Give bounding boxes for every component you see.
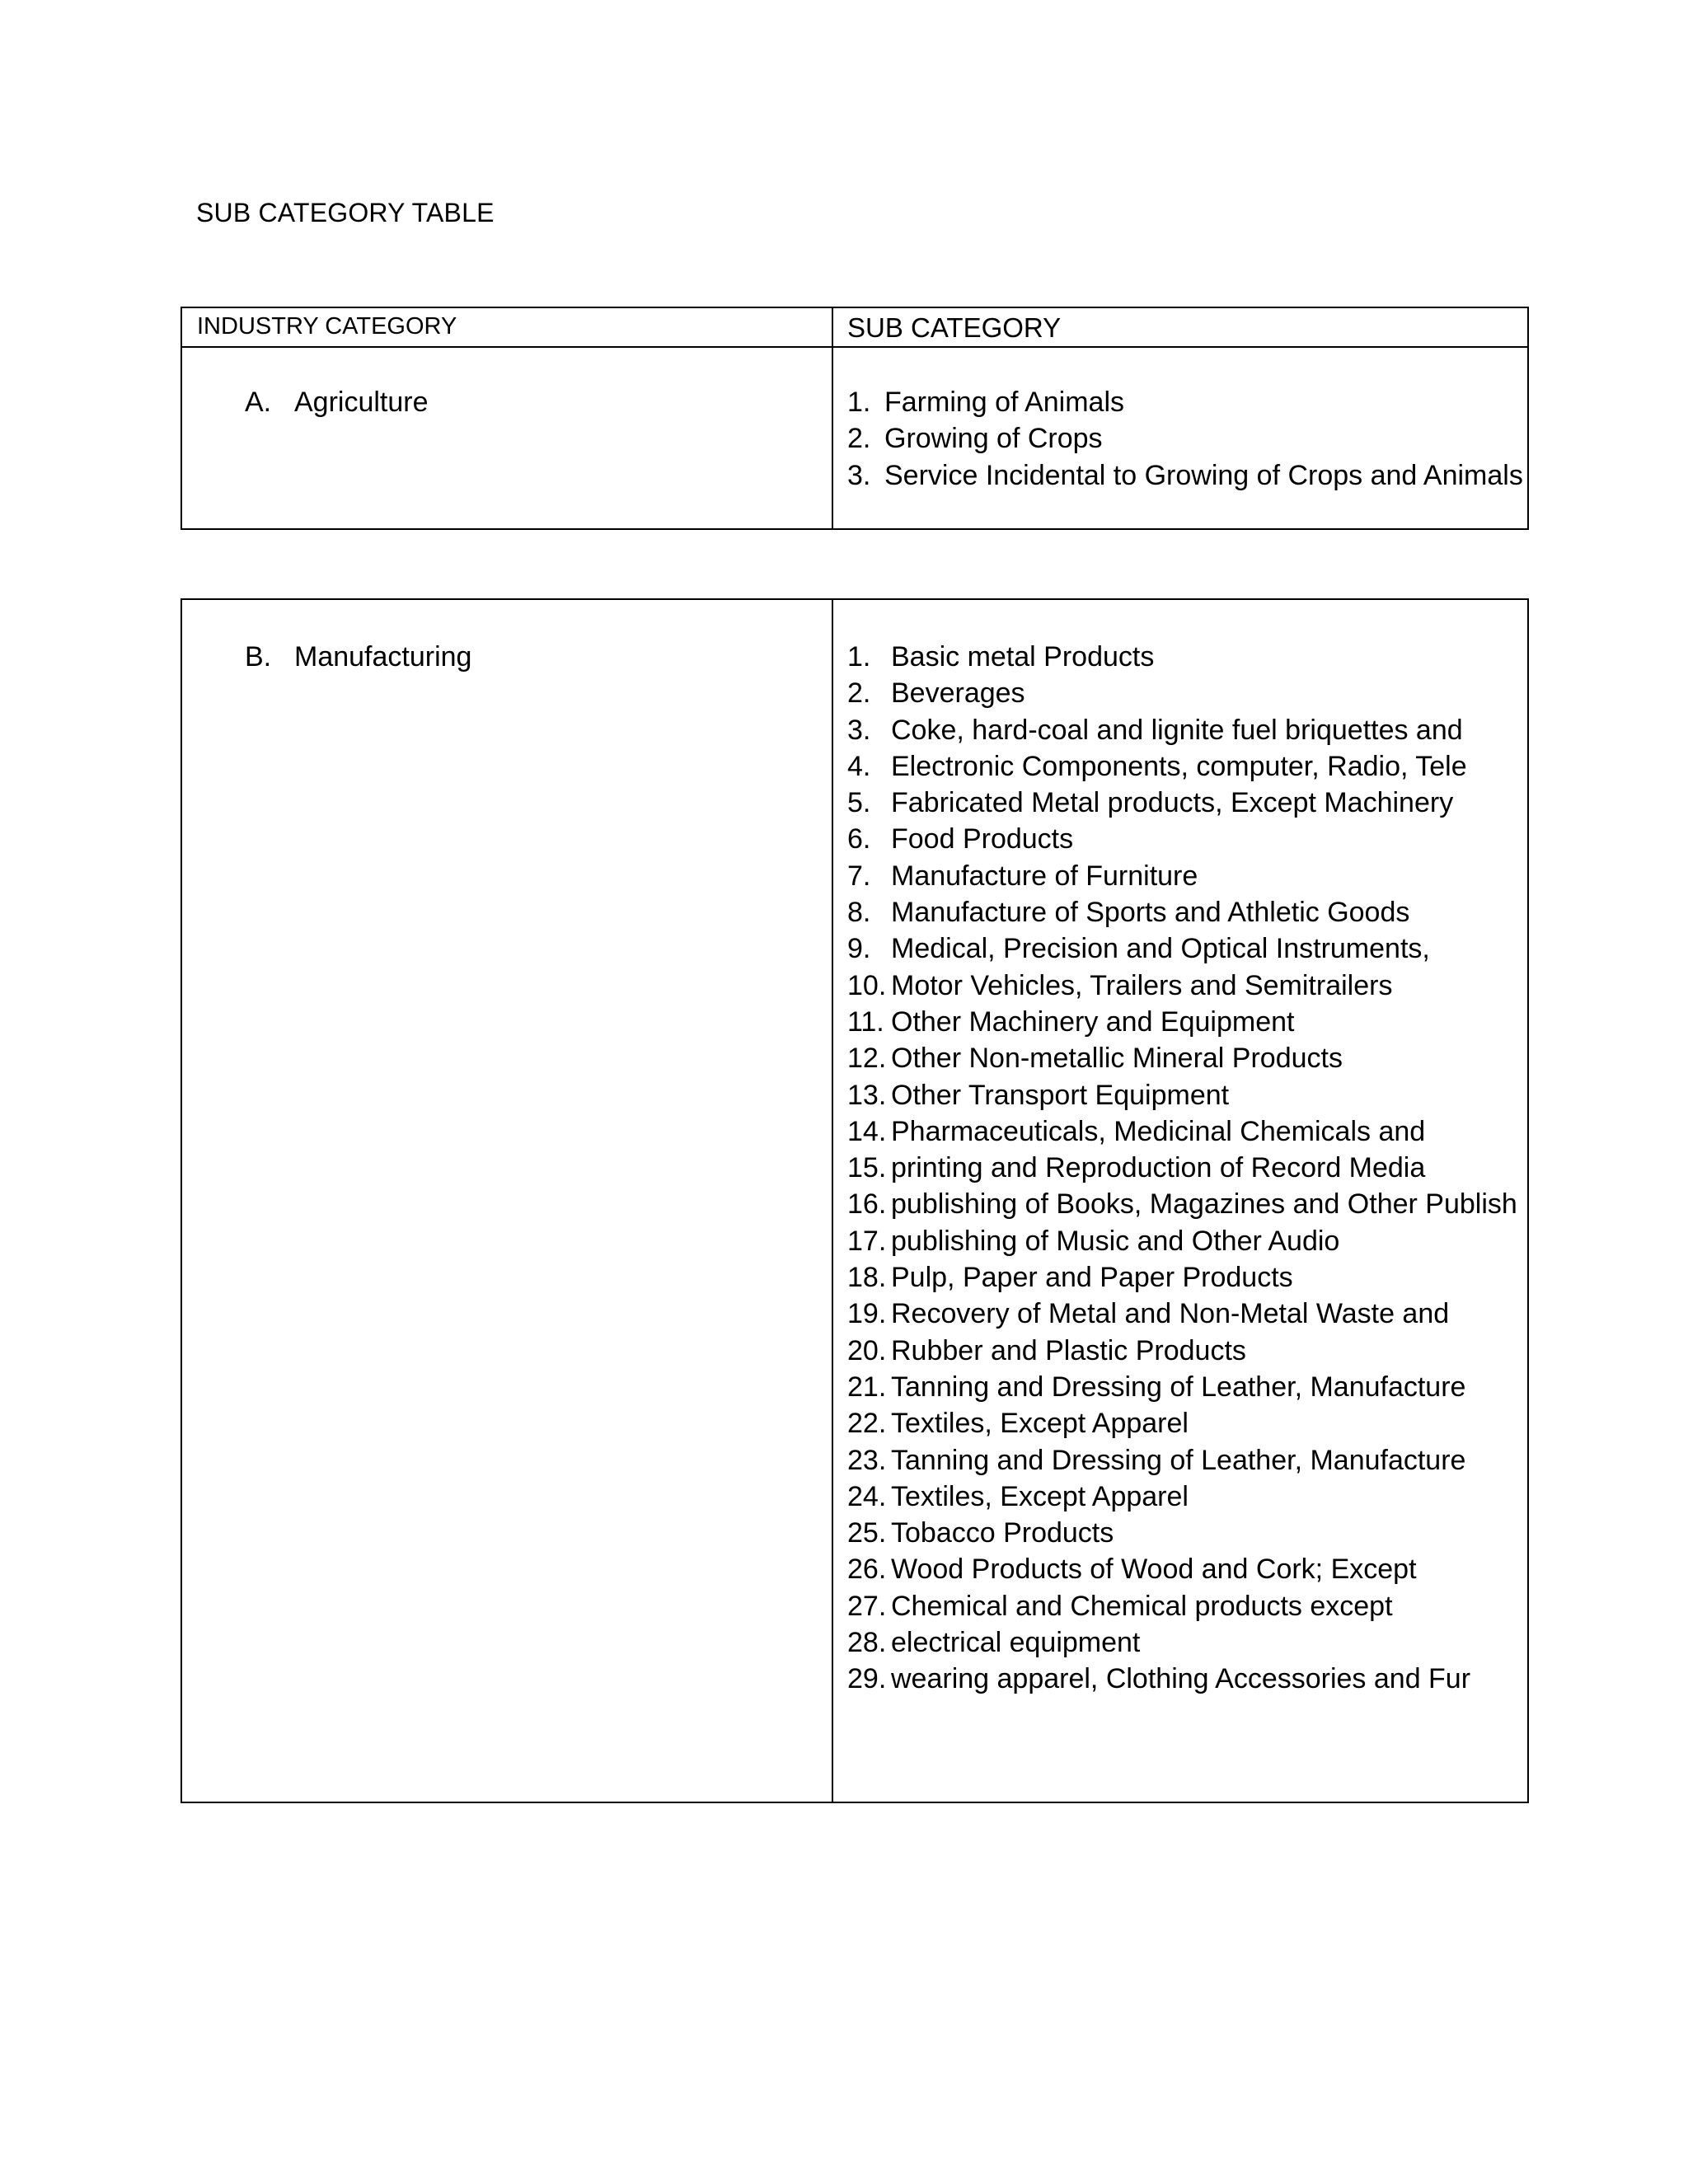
item-text: Fabricated Metal products, Except Machinery bbox=[891, 787, 1454, 819]
category-letter: B. bbox=[245, 641, 272, 673]
item-number: 24. bbox=[847, 1480, 887, 1512]
list-item bbox=[847, 1150, 1517, 1186]
item-number: 6. bbox=[847, 823, 871, 855]
list-item bbox=[847, 894, 1517, 930]
industry-category-header: INDUSTRY CATEGORY bbox=[197, 313, 457, 340]
item-number: 13. bbox=[847, 1079, 887, 1111]
list-item bbox=[847, 858, 1517, 894]
item-text: Pharmaceuticals, Medicinal Chemicals and bbox=[891, 1115, 1426, 1147]
page-title: SUB CATEGORY TABLE bbox=[196, 198, 495, 227]
list-item bbox=[847, 1296, 1517, 1332]
item-text: Wood Products of Wood and Cork; Except bbox=[891, 1554, 1417, 1586]
list-item bbox=[847, 1479, 1517, 1515]
list-item bbox=[847, 1442, 1517, 1479]
item-number: 1. bbox=[847, 641, 871, 673]
agriculture-sub-list bbox=[847, 384, 1523, 494]
category-name: Manufacturing bbox=[294, 641, 472, 673]
item-text: Service Incidental to Growing of Crops and Animals bbox=[884, 459, 1523, 491]
list-item bbox=[847, 384, 1523, 420]
item-number: 21. bbox=[847, 1371, 887, 1403]
item-number: 16. bbox=[847, 1188, 887, 1221]
item-number: 28. bbox=[847, 1627, 887, 1659]
item-number: 15. bbox=[847, 1152, 887, 1184]
item-number: 10. bbox=[847, 969, 887, 1001]
list-item bbox=[847, 675, 1517, 711]
item-text: Other Machinery and Equipment bbox=[891, 1005, 1295, 1038]
item-text: Rubber and Plastic Products bbox=[891, 1334, 1246, 1366]
list-item bbox=[847, 1661, 1517, 1697]
item-number: 1. bbox=[847, 387, 871, 418]
item-text: Beverages bbox=[891, 677, 1025, 710]
list-item bbox=[847, 1223, 1517, 1259]
list-item bbox=[847, 1515, 1517, 1551]
item-text: Food Products bbox=[891, 823, 1074, 855]
list-item bbox=[847, 457, 1523, 494]
item-text: Tanning and Dressing of Leather, Manufacture bbox=[891, 1444, 1466, 1476]
item-text: Coke, hard-coal and lignite fuel briquettes and bbox=[891, 714, 1463, 746]
item-text: Medical, Precision and Optical Instruments, bbox=[891, 933, 1430, 965]
item-text: Chemical and Chemical products except bbox=[891, 1590, 1393, 1622]
item-number: 26. bbox=[847, 1554, 887, 1586]
list-item bbox=[847, 1551, 1517, 1587]
item-text: Textiles, Except Apparel bbox=[891, 1408, 1189, 1440]
list-item bbox=[847, 420, 1523, 457]
item-number: 4. bbox=[847, 750, 871, 782]
item-text: Tanning and Dressing of Leather, Manufacture bbox=[891, 1371, 1466, 1403]
item-number: 12. bbox=[847, 1043, 887, 1075]
category-agriculture bbox=[245, 384, 429, 420]
list-item bbox=[847, 821, 1517, 857]
item-text: Textiles, Except Apparel bbox=[891, 1480, 1189, 1512]
item-number: 29. bbox=[847, 1663, 887, 1695]
list-item bbox=[847, 1077, 1517, 1113]
item-number: 5. bbox=[847, 787, 871, 819]
item-text: electrical equipment bbox=[891, 1627, 1141, 1659]
list-item bbox=[847, 968, 1517, 1004]
list-item bbox=[847, 748, 1517, 785]
item-number: 23. bbox=[847, 1444, 887, 1476]
list-item bbox=[847, 1333, 1517, 1369]
list-item bbox=[847, 1259, 1517, 1296]
item-text: Electronic Components, computer, Radio, Tele bbox=[891, 750, 1467, 782]
column-divider bbox=[832, 600, 833, 1802]
category-letter: A. bbox=[245, 387, 272, 418]
item-number: 18. bbox=[847, 1262, 887, 1294]
list-item bbox=[847, 639, 1517, 675]
item-number: 20. bbox=[847, 1334, 887, 1366]
item-text: Recovery of Metal and Non-Metal Waste and bbox=[891, 1298, 1450, 1330]
item-text: Other Non-metallic Mineral Products bbox=[891, 1043, 1343, 1075]
list-item bbox=[847, 785, 1517, 821]
item-number: 8. bbox=[847, 897, 871, 929]
item-text: Basic metal Products bbox=[891, 641, 1155, 673]
list-item bbox=[847, 1186, 1517, 1222]
item-number: 9. bbox=[847, 933, 871, 965]
item-number: 19. bbox=[847, 1298, 887, 1330]
item-number: 14. bbox=[847, 1115, 887, 1147]
item-text: Growing of Crops bbox=[884, 423, 1103, 455]
agriculture-table bbox=[181, 307, 1529, 530]
item-number: 22. bbox=[847, 1408, 887, 1440]
item-number: 27. bbox=[847, 1590, 887, 1622]
category-name: Agriculture bbox=[294, 387, 429, 418]
item-number: 2. bbox=[847, 423, 871, 455]
item-text: Manufacture of Furniture bbox=[891, 860, 1198, 892]
item-text: Motor Vehicles, Trailers and Semitrailers bbox=[891, 969, 1393, 1001]
list-item bbox=[847, 1004, 1517, 1040]
list-item bbox=[847, 1588, 1517, 1624]
item-number: 3. bbox=[847, 714, 871, 746]
column-divider bbox=[832, 308, 833, 528]
item-number: 25. bbox=[847, 1517, 887, 1549]
list-item bbox=[847, 1040, 1517, 1076]
item-number: 2. bbox=[847, 677, 871, 710]
item-number: 3. bbox=[847, 459, 871, 491]
list-item bbox=[847, 712, 1517, 748]
list-item bbox=[847, 1624, 1517, 1661]
category-manufacturing bbox=[245, 639, 471, 675]
list-item bbox=[847, 930, 1517, 967]
item-text: Pulp, Paper and Paper Products bbox=[891, 1262, 1293, 1294]
item-number: 17. bbox=[847, 1225, 887, 1257]
list-item bbox=[847, 1113, 1517, 1150]
item-text: Tobacco Products bbox=[891, 1517, 1114, 1549]
item-text: Manufacture of Sports and Athletic Goods bbox=[891, 897, 1410, 929]
list-item bbox=[847, 1369, 1517, 1405]
item-text: Farming of Animals bbox=[884, 387, 1124, 418]
item-number: 7. bbox=[847, 860, 871, 892]
sub-category-header: SUB CATEGORY bbox=[847, 312, 1062, 343]
table-header-row bbox=[182, 308, 1527, 348]
item-text: Other Transport Equipment bbox=[891, 1079, 1230, 1111]
item-text: publishing of Books, Magazines and Other Publish bbox=[891, 1188, 1517, 1221]
list-item bbox=[847, 1405, 1517, 1441]
item-text: wearing apparel, Clothing Accessories and Fur bbox=[891, 1663, 1471, 1695]
item-number: 11. bbox=[847, 1005, 884, 1038]
manufacturing-sub-list bbox=[847, 639, 1517, 1698]
item-text: printing and Reproduction of Record Media bbox=[891, 1152, 1426, 1184]
item-text: publishing of Music and Other Audio bbox=[891, 1225, 1340, 1257]
manufacturing-table bbox=[181, 598, 1529, 1803]
